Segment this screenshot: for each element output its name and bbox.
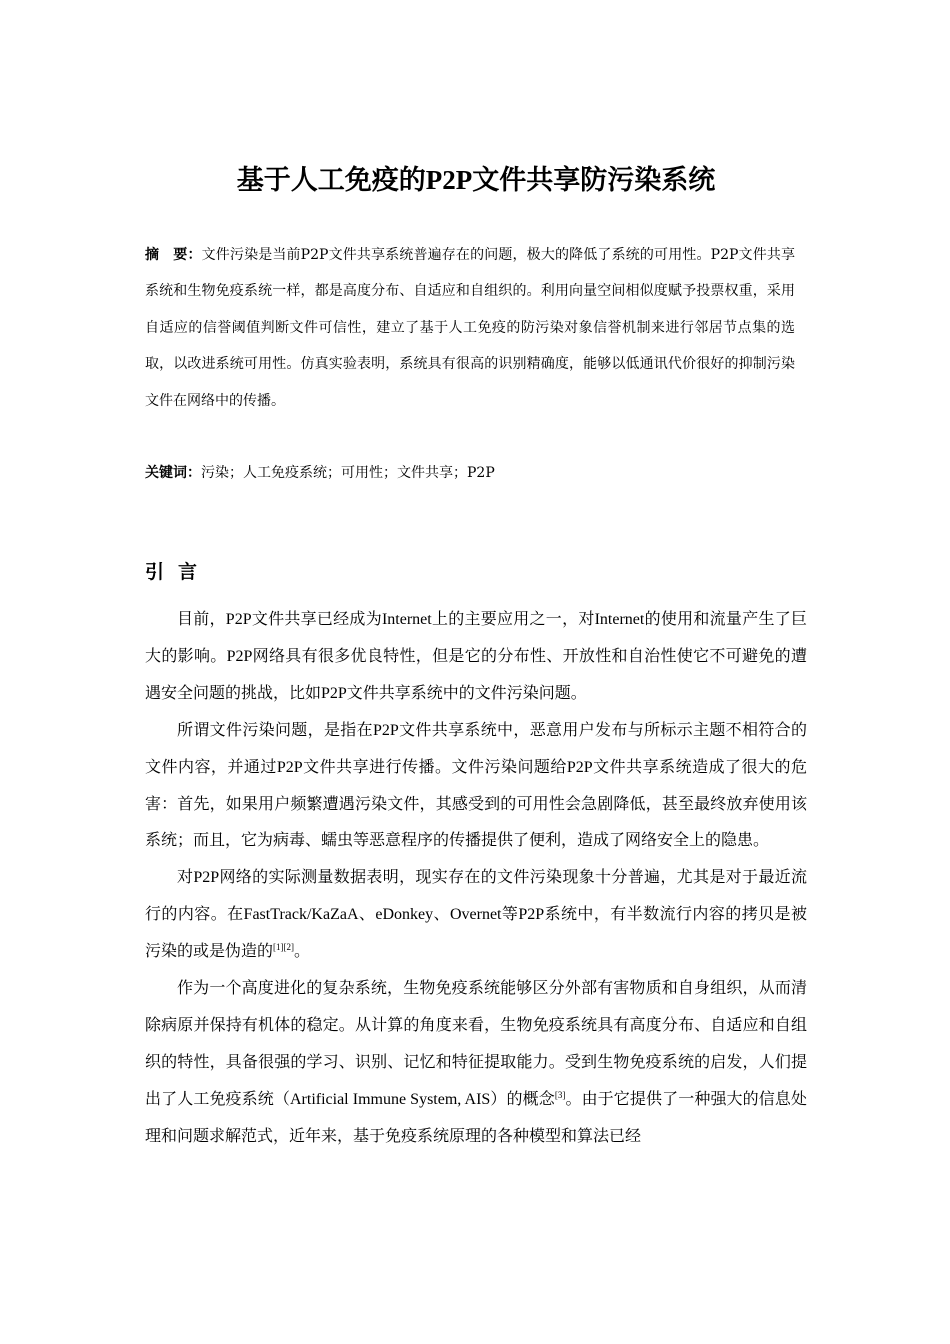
paragraph-2: 所谓文件污染问题，是指在P2P文件共享系统中，恶意用户发布与所标示主题不相符合的文件内容，并通过P2P文件共享进行传播。文件污染问题给P2P文件共享系统造成了很大的危害：首先，如果用户频繁遭遇污染文件，其感受到的可用性会急剧降低，甚至最终放弃使用该系统；而且，它为病毒、蠕虫等恶意程序的传播提供了便利，造成了网络安全上的隐患。	[145, 721, 807, 850]
paragraph-1: 目前，P2P文件共享已经成为Internet上的主要应用之一，对Internet的使用和流量产生了巨大的影响。P2P网络具有很多优良特性，但是它的分布性、开放性和自治性使它不可避免的遭遇安全问题的挑战，比如P2P文件共享系统中的文件污染问题。	[145, 611, 807, 702]
body-text	[145, 602, 807, 1156]
paragraph-4-text: 作为一个高度进化的复杂系统，生物免疫系统能够区分外部有害物质和自身组织，从而清除病原并保持有机体的稳定。从计算的角度来看，生物免疫系统具有高度分布、自适应和自组织的特性，具备很强的学习、识别、记忆和特征提取能力。受到生物免疫系统的启发，人们提出了人工免疫系统（Artificial Immune System, AIS）的概念	[145, 980, 807, 1108]
paragraph-3	[145, 860, 807, 971]
paragraph-3-end: 。	[294, 943, 311, 961]
section-heading: 引言	[145, 561, 212, 583]
abstract-label: 摘 要：	[145, 247, 202, 263]
paragraph-4-end: 。由于它提供了一种强大的信息处理和问题求解范式，近年来，基于免疫系统原理的各种模型和算法已经	[145, 1090, 807, 1145]
keywords	[145, 460, 795, 486]
keywords-text: 污染；人工免疫系统；可用性；文件共享；P2P	[201, 465, 495, 481]
citation-1-2: [1][2]	[273, 942, 295, 953]
abstract	[145, 237, 795, 419]
citation-3: [3]	[554, 1089, 566, 1100]
abstract-text: 文件污染是当前P2P文件共享系统普遍存在的问题，极大的降低了系统的可用性。P2P文件共享系统和生物免疫系统一样，都是高度分布、自适应和自组织的。利用向量空间相似度赋予投票权重，采用自适应的信誉阈值判断文件可信性，建立了基于人工免疫的防污染对象信誉机制来进行邻居节点集的选取，以改进系统可用性。仿真实验表明，系统具有很高的识别精确度，能够以低通讯代价很好的抑制污染文件在网络中的传播。	[145, 247, 795, 409]
paragraph-4	[145, 971, 807, 1156]
paper-title: 基于人工免疫的P2P文件共享防污染系统	[236, 165, 716, 195]
keywords-label: 关键词：	[145, 465, 201, 481]
paragraph-3-text: 对P2P网络的实际测量数据表明，现实存在的文件污染现象十分普遍，尤其是对于最近流行的内容。在FastTrack/KaZaA、eDonkey、Overnet等P2P系统中，有半数流行内容的拷贝是被污染的或是伪造的	[145, 869, 807, 961]
